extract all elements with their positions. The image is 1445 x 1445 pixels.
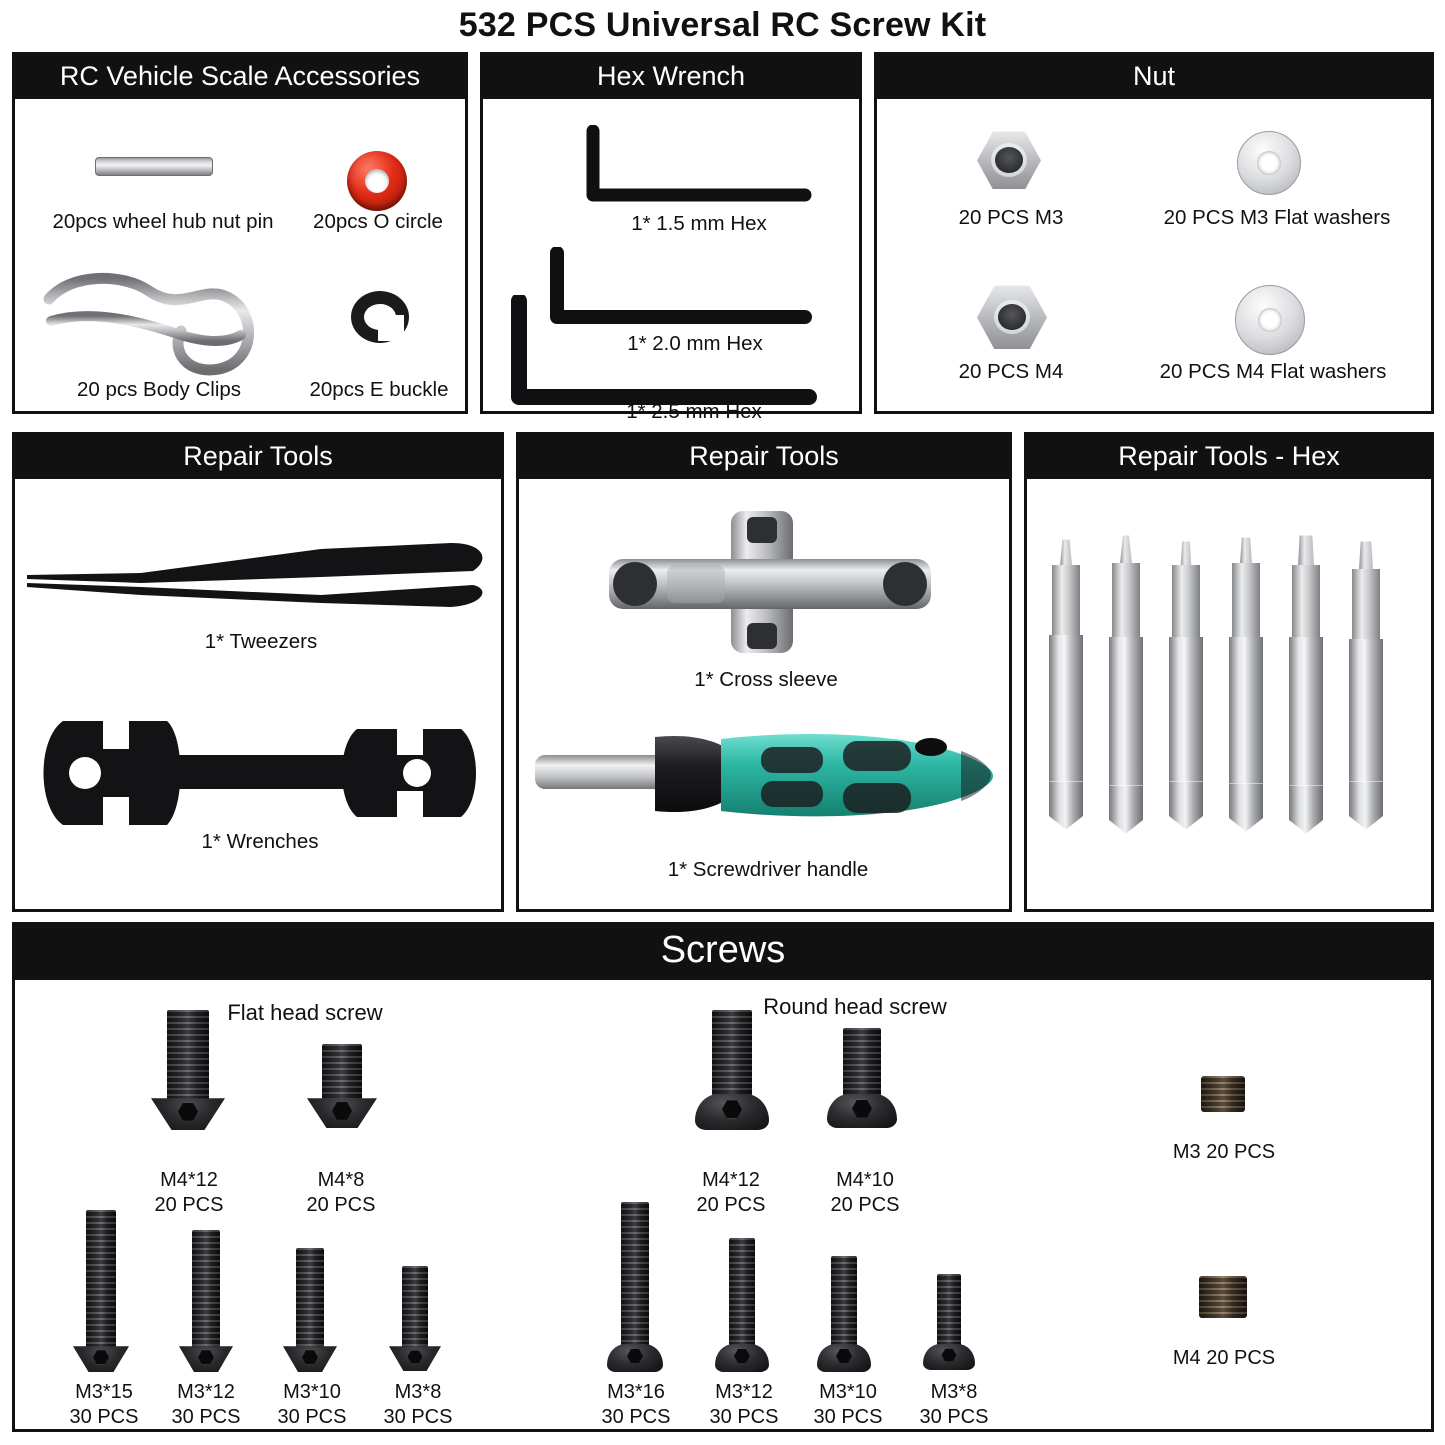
- screw-round-m3x16: [607, 1202, 663, 1372]
- panel-repair-tools-hex: [1024, 432, 1434, 912]
- screw-label-flat-0: M4*12 20 PCS: [154, 1169, 224, 1217]
- screw-round-m4x12: [695, 1010, 769, 1130]
- hex-nut-icon: [977, 131, 1041, 189]
- panel-repair-tools-mid: [516, 432, 1012, 912]
- nut-label-0: 20 PCS M3: [958, 206, 1064, 230]
- nut-label-1: 20 PCS M3 Flat washers: [1163, 206, 1391, 230]
- grub-screw-label-1: M4 20 PCS: [1172, 1347, 1276, 1370]
- panel-hex-wrench-title: Hex Wrench: [483, 55, 859, 99]
- hex-wrench-label-2: 1* 2.5 mm Hex: [626, 400, 762, 424]
- accessory-label-1: 20pcs O circle: [313, 210, 443, 234]
- screw-label-round-4: M3*10 30 PCS: [813, 1381, 883, 1429]
- body-clip-icon: [31, 269, 281, 384]
- torx-bit-icon: [1229, 537, 1263, 831]
- panel-nut-body: [877, 99, 1431, 413]
- pin-icon: [95, 157, 213, 176]
- panel-repair-tools-hex-body: [1027, 479, 1431, 911]
- hex-wrench-label-1: 1* 2.0 mm Hex: [627, 332, 763, 356]
- panel-screws: [12, 922, 1434, 1432]
- phillips-bit-icon: [1109, 535, 1143, 833]
- tool-label-cross-sleeve: 1* Cross sleeve: [694, 668, 838, 692]
- phillips-bit-icon: [1049, 539, 1083, 829]
- page-title: 532 PCS Universal RC Screw Kit: [458, 6, 987, 44]
- tweezers-icon: [21, 537, 497, 622]
- screw-label-round-3: M3*12 30 PCS: [709, 1381, 779, 1429]
- panel-nut: [874, 52, 1434, 414]
- screw-flat-m3x12: [179, 1230, 233, 1372]
- screw-label-round-5: M3*8 30 PCS: [919, 1381, 989, 1429]
- screw-label-flat-4: M3*10 30 PCS: [277, 1381, 347, 1429]
- screw-label-flat-3: M3*12 30 PCS: [171, 1381, 241, 1429]
- screw-flat-m4x8: [307, 1044, 377, 1128]
- e-clip-icon: [351, 291, 409, 343]
- screw-round-m3x10: [817, 1256, 871, 1372]
- screw-label-flat-2: M3*15 30 PCS: [69, 1381, 139, 1429]
- panel-nut-title: Nut: [877, 55, 1431, 99]
- panel-hex-wrench-body: [483, 99, 859, 424]
- panel-screws-title: Screws: [15, 925, 1431, 980]
- flat-bit-icon: [1289, 535, 1323, 833]
- tool-label-wrenches: 1* Wrenches: [201, 830, 319, 854]
- screw-label-round-1: M4*10 20 PCS: [830, 1169, 900, 1217]
- panel-hex-wrench: [480, 52, 862, 424]
- flat-washer-icon: [1237, 131, 1301, 195]
- screws-group-label-flat: Flat head screw: [227, 1000, 383, 1026]
- screwdriver-handle-icon: [525, 711, 1005, 856]
- panel-repair-tools-hex-title: Repair Tools - Hex: [1027, 435, 1431, 479]
- tool-label-tweezers: 1* Tweezers: [204, 630, 318, 654]
- hex-bit-icon: [1169, 541, 1203, 829]
- screw-flat-m3x10: [283, 1248, 337, 1372]
- o-ring-icon: [347, 151, 407, 211]
- wrench-icon: [25, 715, 495, 836]
- accessory-label-3: 20pcs E buckle: [309, 378, 449, 402]
- flat-washer-icon: [1235, 285, 1305, 355]
- screw-flat-m3x15: [73, 1210, 129, 1372]
- hex-nut-icon: [977, 285, 1047, 349]
- panel-screws-body: [15, 980, 1431, 1432]
- tool-label-screwdriver-handle: 1* Screwdriver handle: [667, 858, 869, 882]
- allen-key-icon: [579, 125, 819, 216]
- panel-repair-tools-mid-title: Repair Tools: [519, 435, 1009, 479]
- screws-group-label-round: Round head screw: [763, 994, 947, 1020]
- screw-round-m3x12: [715, 1238, 769, 1372]
- screw-flat-m4x12: [151, 1010, 225, 1130]
- panel-accessories: [12, 52, 468, 414]
- flat-bit-icon: [1349, 541, 1383, 829]
- screw-round-m4x10: [827, 1028, 897, 1128]
- panel-repair-tools-left-body: [15, 479, 501, 911]
- grub-screw-m3: [1201, 1076, 1245, 1112]
- panel-repair-tools-left: [12, 432, 504, 912]
- screw-label-round-2: M3*16 30 PCS: [601, 1381, 671, 1429]
- screw-label-flat-1: M4*8 20 PCS: [306, 1169, 376, 1217]
- nut-label-3: 20 PCS M4 Flat washers: [1159, 360, 1387, 384]
- cross-sleeve-icon: [605, 507, 935, 662]
- screw-label-flat-5: M3*8 30 PCS: [383, 1381, 453, 1429]
- panel-accessories-body: [15, 99, 465, 413]
- screw-round-m3x8: [923, 1274, 975, 1370]
- screw-flat-m3x8: [389, 1266, 441, 1371]
- panel-repair-tools-left-title: Repair Tools: [15, 435, 501, 479]
- hex-wrench-label-0: 1* 1.5 mm Hex: [631, 212, 767, 236]
- screw-label-round-0: M4*12 20 PCS: [696, 1169, 766, 1217]
- panel-accessories-title: RC Vehicle Scale Accessories: [15, 55, 465, 99]
- accessory-label-2: 20 pcs Body Clips: [76, 378, 242, 402]
- accessory-label-0: 20pcs wheel hub nut pin: [52, 210, 274, 234]
- panel-repair-tools-mid-body: [519, 479, 1009, 911]
- nut-label-2: 20 PCS M4: [958, 360, 1064, 384]
- grub-screw-label-0: M3 20 PCS: [1172, 1141, 1276, 1164]
- grub-screw-m4: [1199, 1276, 1247, 1318]
